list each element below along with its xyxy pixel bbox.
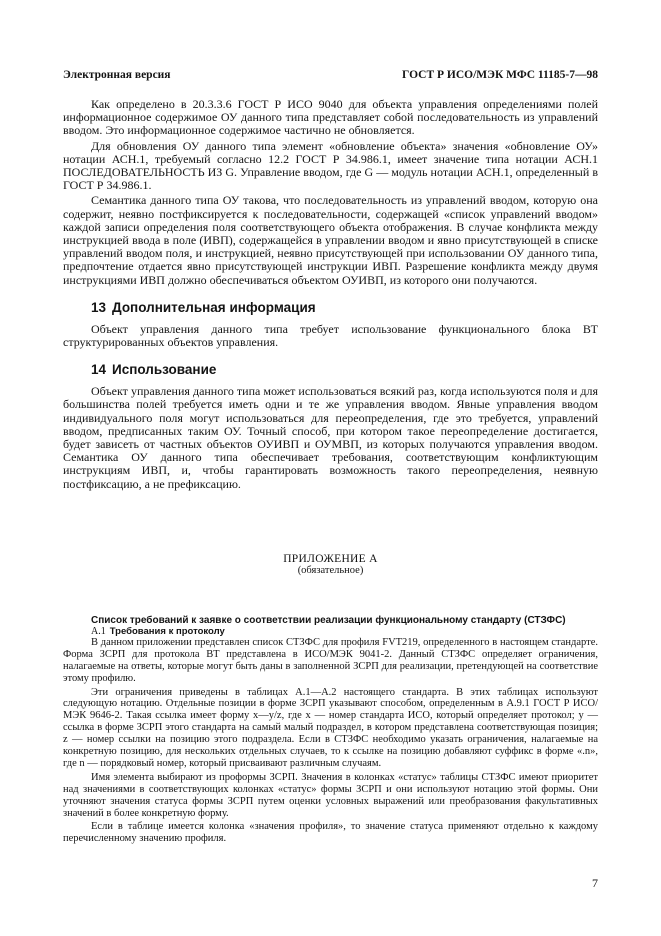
main-content bbox=[63, 98, 598, 847]
annex-title: ПРИЛОЖЕНИЕ А bbox=[283, 552, 378, 565]
header-standard-code: ГОСТ Р ИСО/МЭК МФС 11185-7—98 bbox=[402, 69, 598, 81]
annex-paragraph-2: Эти ограничения приведены в таблицах А.1—А.2 настоящего стандарта. В этих таблицах используют следующую нотацию. Отдельные позиции в форме ЗСРП указывают способом, определенным в А.9.1 ГОСТ Р ИСО/МЭК 9646-2. Такая ссылка имеет форму x—y/z, где x — номер стандарта ИСО, который определяет протокол; y — ссылка в форме ЗСРП этого стандарта на самый малый подраздел, в котором представлена соответствующая позиция; z — номер ссылки на позицию этого подраздела. Если в СТЗФС необходимо указать ограничения, налагаемые на конкретную позицию, для нескольких отдельных случаев, то к ссылке на позицию добавляют суффикс в форме «.n», где n — порядковый номер, который присваивают различным случаям. bbox=[63, 686, 598, 769]
intro-paragraph-3: Семантика данного типа ОУ такова, что последовательность из управлений вводом, которую она содержит, неявно постфиксируется к последовательности, содержащей «список управлений вводом» каждой записи определения поля соответствующего объекта отображения. В случае конфликта между инструкцией ввода в поле (ИВП), содержащейся в управлении вводом и явно присутствующей в списке управлений вводом поля, и инструкцией, неявно присутствующей при использовании ОУ данного типа, предпочтение отдается явно присутствующей инструкции ИВП. Разрешение конфликта между двумя инструкциями ИВП должно обеспечиваться объектом ОУИВП, из которого они получаются. bbox=[63, 193, 598, 287]
annex-subsection-title: Требования к протоколу bbox=[109, 625, 225, 637]
section-13-title: Дополнительная информация bbox=[112, 299, 316, 315]
annex-subtitle: (обязательное) bbox=[297, 564, 364, 576]
section-14-title: Использование bbox=[112, 362, 217, 378]
annex-subsection-heading bbox=[63, 626, 598, 637]
intro-paragraph-2: Для обновления ОУ данного типа элемент «обновление объекта» значения «обновление ОУ» нотации АСН.1, требуемый согласно 12.2 ГОСТ Р 34.986.1, имеет значение типа нотации АСН.1 ПОСЛЕДОВАТЕЛЬНОСТЬ ИЗ G. Управление вводом, где G — модуль нотации АСН.1, определенный в ГОСТ Р 34.986.1. bbox=[63, 138, 598, 193]
page-number: 7 bbox=[592, 876, 598, 890]
section-14-heading bbox=[63, 362, 598, 377]
header-electronic-version: Электронная версия bbox=[63, 69, 171, 81]
annex-paragraph-1: В данном приложении представлен список СТЗФС для профиля FVT219, определенного в настоящем стандарте. Форма ЗСРП для протокола ВТ представлена в ИСО/МЭК 9041-2. Данный СТЗФС определяет ограничения, налагаемые на ответы, которые могут быть даны в заполненной ЗСРП для реализации, претендующей на соответствие этому профилю. bbox=[63, 636, 598, 684]
section-13-heading bbox=[63, 300, 598, 315]
section-14-text: Объект управления данного типа может использоваться всякий раз, когда используются поля и для большинства полей требуется иметь одни и те же управления вводом. Явные управления вводом индивидуального поля могут использоваться для переопределения, где это требуется, управлений вводом, предписанных таким ОУ. Точный способ, при котором такое переопределение достигается, будет зависеть от частных объектов ОУИВП и ОУМВП, из которых получаются управления вводом. Семантика ОУ данного типа обеспечивает требования, соответствующим конфликтующим инструкциям ИВП, и, чтобы гарантировать возможность такого переопределения, неявную постфиксацию, а не префиксацию. bbox=[63, 384, 598, 491]
annex-subsection-number: А.1 bbox=[91, 625, 106, 637]
annex-header bbox=[63, 553, 598, 577]
annex-paragraph-4: Если в таблице имеется колонка «значения профиля», то значение статуса применяют отдельно к каждому перечисленному значению профиля. bbox=[63, 821, 598, 845]
section-14-number: 14 bbox=[91, 362, 107, 378]
intro-paragraph-1: Как определено в 20.3.3.6 ГОСТ Р ИСО 9040 для объекта управления определениями полей информационное содержимое ОУ данного типа представляет собой последовательность из управлений вводом. Это информационное содержимое частично не обновляется. bbox=[63, 97, 598, 138]
section-13-number: 13 bbox=[91, 299, 107, 315]
section-13-text: Объект управления данного типа требует использование функционального блока ВТ структурированных объектов управления. bbox=[63, 321, 598, 350]
annex-paragraph-3: Имя элемента выбирают из проформы ЗСРП. Значения в колонках «статус» таблицы СТЗФС имеют приоритет над значениями в соответствующих колонках «статус» формы ЗСРП и они используют нотацию этой формы. Они уточняют значения статуса формы ЗСРП путем оценки условных выражений или преобразования факультативных значений в более конкретную форму. bbox=[63, 771, 598, 819]
annex-heading: Список требований к заявке о соответствии реализации функциональному стандарту (СТЗФС) bbox=[91, 614, 566, 626]
